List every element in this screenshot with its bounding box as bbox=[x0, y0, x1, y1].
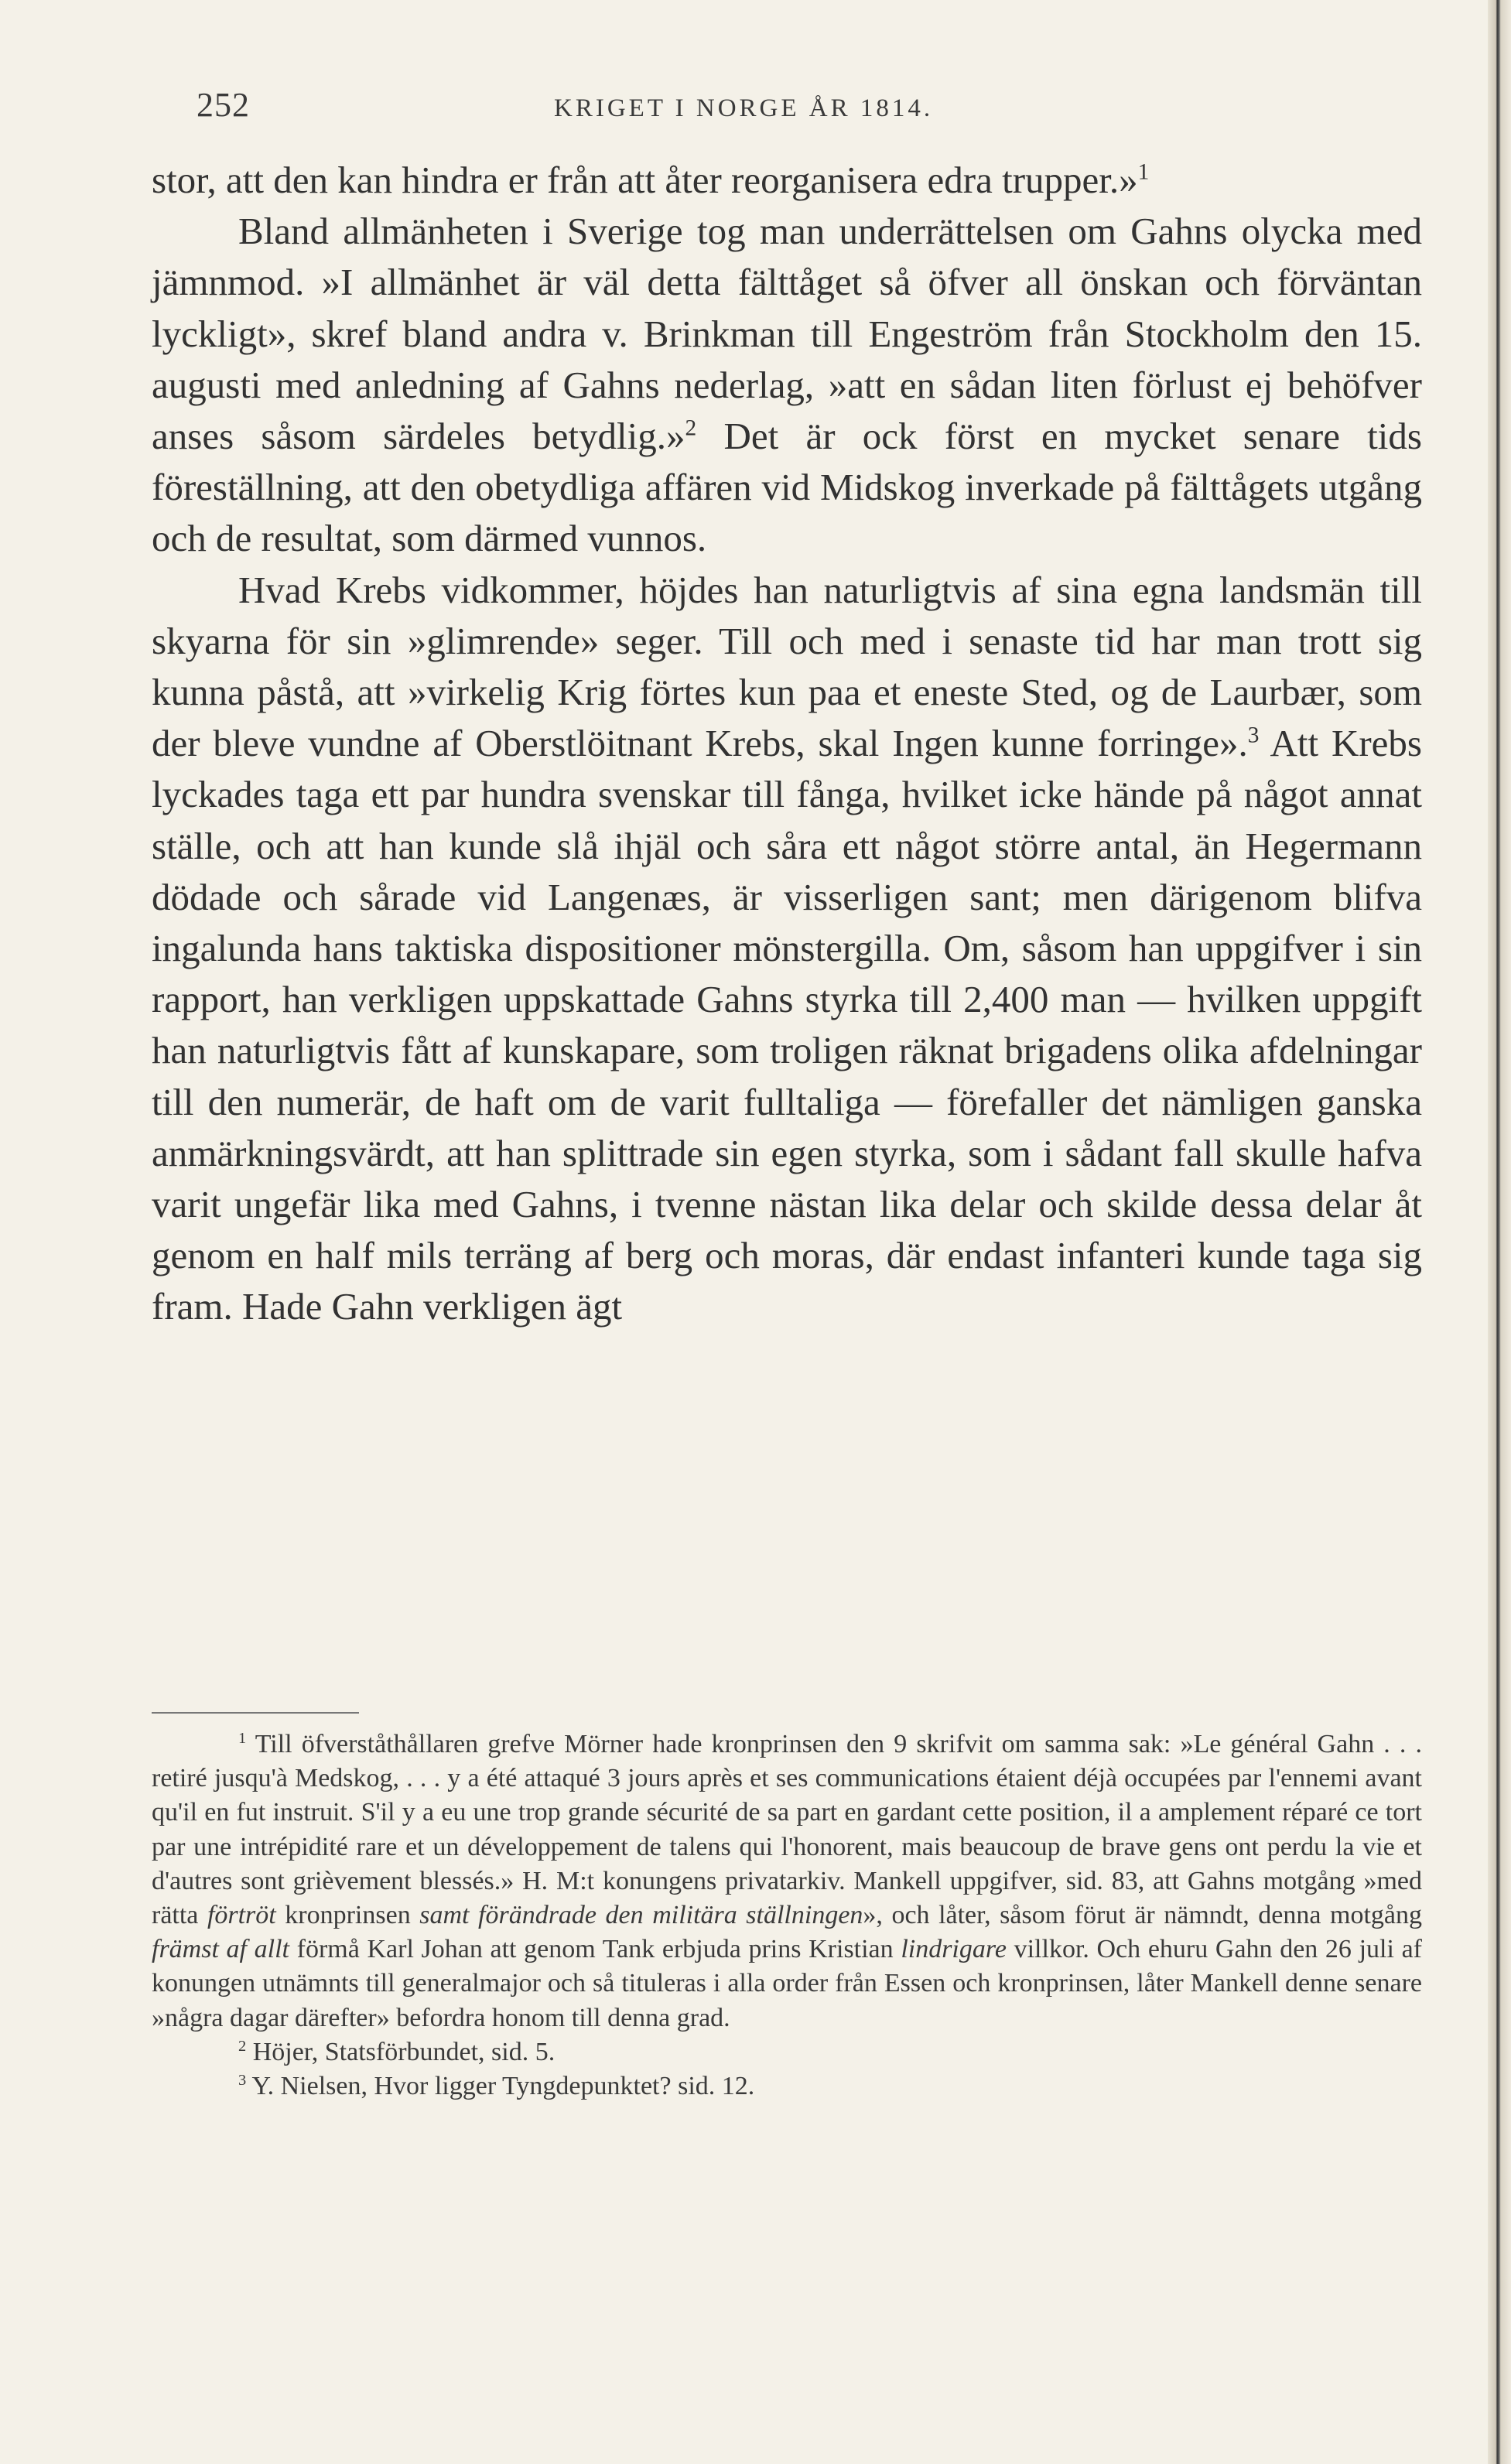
footnote-ref-2: 2 bbox=[685, 415, 697, 441]
footnote-1-italic-1: förtröt bbox=[207, 1901, 276, 1930]
footnote-ref-3: 3 bbox=[1247, 723, 1260, 748]
footnote-3 bbox=[152, 2069, 1422, 2103]
footnote-1 bbox=[152, 1728, 1422, 2035]
footnote-divider bbox=[152, 1712, 359, 1714]
paragraph-1 bbox=[152, 155, 1422, 206]
footnote-2 bbox=[152, 2035, 1422, 2069]
footnote-1-text-c: », och låter, såsom förut är nämndt, denna motgång bbox=[863, 1901, 1422, 1930]
footnote-1-text-a: Till öfverståthållaren grefve Mörner hade kronprinsen den 9 skrifvit om samma sak: »Le général Gahn . . . retiré jusqu'à Medskog, . . . y a été attaqué 3 jours après et ses communications étaient déjà occupées par l'ennemi avant qu'il en fut instruit. S'il y a eu une trop grande sécurité de sa part en gardant cette position, il a amplement réparé ce tort par une intrépidité rare et un développement de talens qui l'honorent, mais beaucoup de brave gens ont perdu la vie et d'autres sont grièvement blessés.» H. M:t konungens privatarkiv. Mankell uppgifver, sid. 83, att Gahns motgång »med rätta bbox=[152, 1730, 1422, 1930]
footnote-1-text-d: förmå Karl Johan att genom Tank erbjuda prins Kristian bbox=[289, 1935, 901, 1964]
footnote-2-number: 2 bbox=[238, 2037, 247, 2055]
body-text bbox=[152, 155, 1422, 1333]
footnote-ref-1: 1 bbox=[1137, 159, 1150, 185]
page-edge bbox=[1488, 0, 1511, 2464]
footnote-3-text: Y. Nielsen, Hvor ligger Tyngdepunktet? sid. 12. bbox=[246, 2072, 755, 2101]
running-head: KRIGET I NORGE ÅR 1814. bbox=[554, 94, 934, 122]
footnote-1-italic-4: lindrigare bbox=[901, 1935, 1007, 1964]
paragraph-3-text-a: Hvad Krebs vidkommer, höjdes han naturligtvis af sina egna landsmän till skyarna för sin »glimrende» seger. Till och med i senaste tid har man trott sig kunna påstå, att »virkelig Krig förtes kun paa et eneste Sted, og de Laurbær, som der bleve vundne af Oberstlöitnant Krebs, skal Ingen kunne forringe». bbox=[152, 568, 1422, 765]
footnote-1-italic-3: främst af allt bbox=[152, 1935, 289, 1964]
footnote-2-text: Höjer, Statsförbundet, sid. 5. bbox=[246, 2037, 556, 2066]
footnote-1-italic-2: samt förändrade den militära ställningen bbox=[419, 1901, 863, 1930]
page-number: 252 bbox=[197, 86, 250, 124]
paragraph-3-text-b: Att Krebs lyckades taga ett par hundra svenskar till fånga, hvilket icke hände på något annat ställe, och att han kunde slå ihjäl och såra ett något större antal, än Hegermann dödade och sårade vid Langenæs, är visserligen sant; men därigenom blifva ingalunda hans taktiska dispositioner mönstergilla. Om, såsom han uppgifver i sin rapport, han verkligen uppskattade Gahns styrka till 2,400 man — hvilken uppgift han naturligtvis fått af kunskapare, som troligen räknat brigadens olika afdelningar till den numerär, de haft om de varit fulltaliga — förefaller det nämligen ganska anmärkningsvärdt, att han splittrade sin egen styrka, som i sådant fall skulle hafva varit ungefär lika med Gahns, i tvenne nästan lika delar och skilde dessa delar åt genom en half mils terräng af berg och moras, där endast infanteri kunde taga sig fram. Hade Gahn verkligen ägt bbox=[152, 722, 1422, 1328]
paragraph-2-text-a: Bland allmänheten i Sverige tog man underrättelsen om Gahns olycka med jämnmod. »I allmänhet är väl detta fälttåget så öfver all önskan och förväntan lyckligt», skref bland andra v. Brinkman till Engeström från Stockholm den 15. augusti med anledning af Gahns nederlag, »att en sådan liten förlust ej behöfver anses såsom särdeles betydlig.» bbox=[152, 210, 1422, 458]
paragraph-2 bbox=[152, 206, 1422, 564]
paragraph-3 bbox=[152, 565, 1422, 1333]
footnote-3-number: 3 bbox=[238, 2071, 247, 2089]
footnote-1-text-e: villkor. Och ehuru Gahn den 26 juli af konungen utnämnts till generalmajor och så tituleras i alla order från Essen och kronprinsen, låter Mankell denne senare »några dagar därefter» befordra honom till denna grad. bbox=[152, 1935, 1422, 2032]
footnote-1-text-b: kronprinsen bbox=[275, 1901, 420, 1930]
page-header bbox=[152, 85, 1420, 132]
paragraph-1-text: stor, att den kan hindra er från att åter reorganisera edra trupper.» bbox=[152, 159, 1138, 201]
paragraph-2-text-b: Det är ock först en mycket senare tids föreställning, att den obetydliga affären vid Midskog inverkade på fälttågets utgång och de resultat, som därmed vunnos. bbox=[152, 415, 1422, 560]
footnote-1-number: 1 bbox=[238, 1729, 247, 1747]
footnotes bbox=[152, 1728, 1422, 2103]
